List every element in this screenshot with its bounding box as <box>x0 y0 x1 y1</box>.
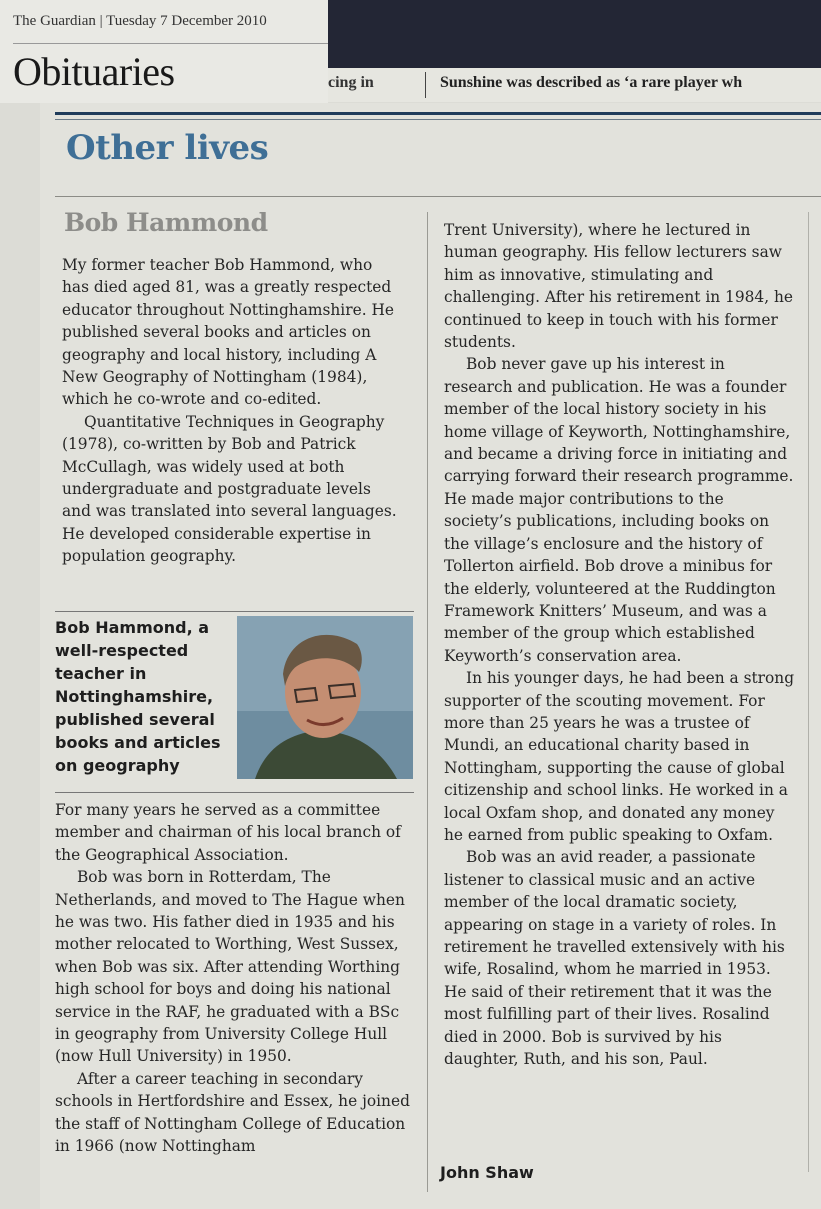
paragraph: My former teacher Bob Hammond, who has died aged 81, was a greatly respected educator throughout Nottinghamshire. He published several books and articles on geography and local history, including A New Geography of Nottingham (1984), which he co-wrote and co-edited. <box>62 256 395 409</box>
masthead-rule <box>13 43 328 44</box>
column-2 <box>444 219 796 1070</box>
section-under-rule <box>55 196 821 197</box>
column-1-top <box>62 254 402 568</box>
paragraph: Bob was born in Rotterdam, The Netherlands, and moved to The Hague when he was two. His father died in 1935 and his mother relocated to Worthing, West Sussex, when Bob was six. After attending Worthing high school for boys and doing his national service in the RAF, he graduated with a BSc in geography from University College Hull (now Hull University) in 1950. <box>55 868 405 1066</box>
masthead <box>0 0 328 103</box>
byline: John Shaw <box>440 1163 534 1182</box>
paragraph: Bob never gave up his interest in research and publication. He was a founder member of the local history society in his home village of Keyworth, Nottinghamshire, and became a driving force in initiating and carrying forward their research programme. He made major contributions to the society’s publications, including books on the village’s enclosure and the history of Tollerton airfield. Bob drove a minibus for the elderly, volunteered at the Ruddington Framework Knitters’ Museum, and was a member of the group which established Keyworth’s conservation area. <box>444 355 794 665</box>
paragraph: After a career teaching in secondary schools in Hertfordshire and Essex, he joined the staff of Nottingham College of Education in 1966 (now Nottingham <box>55 1069 410 1156</box>
caption-bottom-rule <box>55 792 414 793</box>
section-name: Obituaries <box>13 49 175 94</box>
paragraph: Trent University), where he lectured in human geography. His fellow lecturers saw him as innovative, stimulating and challenging. After his retirement in 1984, he continued to keep in touch with his former students. <box>444 221 794 352</box>
dark-top-band <box>328 0 821 68</box>
adjacent-article-strip <box>328 68 821 102</box>
section-thin-rule <box>55 119 821 120</box>
paragraph: For many years he served as a committee member and chairman of his local branch of the Geographical Association. <box>55 801 401 864</box>
portrait-photo <box>237 616 413 779</box>
column-divider <box>427 212 428 1192</box>
portrait-image <box>237 616 413 779</box>
adjacent-snippet-left: cing in <box>328 74 374 91</box>
publication-line: The Guardian | Tuesday 7 December 2010 <box>13 13 267 29</box>
strip-separator <box>425 72 426 98</box>
section-top-rule <box>55 112 821 115</box>
photo-caption: Bob Hammond, a well-respected teacher in Nottinghamshire, published several books and articles on geography <box>55 618 221 775</box>
paragraph: Bob was an avid reader, a passionate listener to classical music and an active member of the local dramatic society, appearing on stage in a variety of roles. In retirement he travelled extensively with his wife, Rosalind, whom he married in 1953. He said of their retirement that it was the most fulfilling part of their lives. Rosalind died in 2000. Bob is survived by his daughter, Ruth, and his son, Paul. <box>444 848 785 1069</box>
right-column-divider <box>808 212 809 1172</box>
adjacent-snippet-right: Sunshine was described as ‘a rare player wh <box>440 74 743 91</box>
caption-top-rule <box>55 611 414 612</box>
paragraph: Quantitative Techniques in Geography (1978), co-written by Bob and Patrick McCullagh, was widely used at both undergraduate and postgraduate levels and was translated into several languages. He developed considerable expertise in population geography. <box>62 412 397 566</box>
paragraph: In his younger days, he had been a strong supporter of the scouting movement. For more than 25 years he was a trustee of Mundi, an educational charity based in Nottingham, supporting the cause of global citizenship and school links. He worked in a local Oxfam shop, and donated any money he earned from public speaking to Oxfam. <box>444 669 795 844</box>
section-title: Other lives <box>66 128 269 168</box>
article-headline: Bob Hammond <box>64 208 268 237</box>
column-1-bottom <box>55 799 411 1158</box>
